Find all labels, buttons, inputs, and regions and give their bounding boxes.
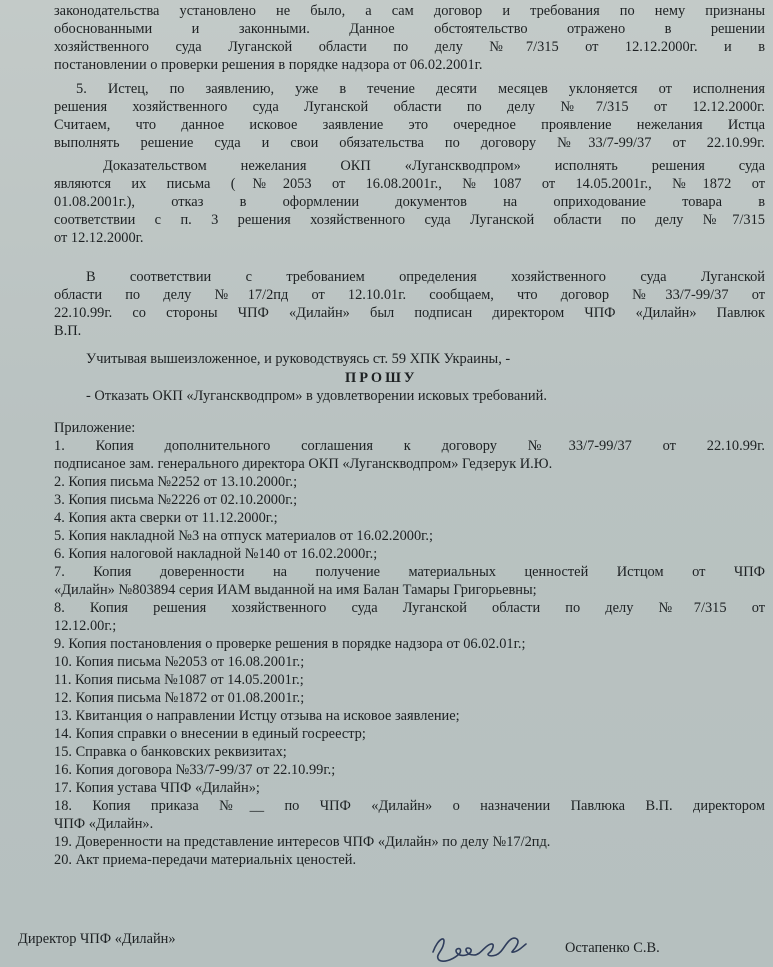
- text-line: от 12.12.2000г.: [54, 230, 144, 246]
- text-line: - Отказать ОКП «Луганскводпром» в удовлетворении исковых требований.: [86, 388, 547, 404]
- text-line: хозяйственного суда Луганской области по делу №7/315 от 12.12.2000г. и в: [54, 39, 765, 55]
- text-line: законодательства установлено не было, а сам договор и требования по нему признаны: [54, 3, 765, 19]
- list-item: 20. Акт приема-передачи материальніх ценостей.: [54, 852, 357, 868]
- list-item: 9. Копия постановления о проверке решения в порядке надзора от 06.02.01г.;: [54, 636, 526, 652]
- list-item: 12. Копия письма №1872 от 01.08.2001г.;: [54, 690, 305, 706]
- text-line: 5. Истец, по заявлению, уже в течение десяти месяцев уклоняется от исполнения: [76, 81, 765, 97]
- list-item: подписаное зам. генерального директора ОКП «Луганскводпром» Гедзерук И.Ю.: [54, 456, 553, 472]
- list-item: 6. Копия налоговой накладной №140 от 16.02.2000г.;: [54, 546, 378, 562]
- list-item: 2. Копия письма №2252 от 13.10.2000г.;: [54, 474, 298, 490]
- text-line: 22.10.99г. со стороны ЧПФ «Дилайн» был подписан директором ЧПФ «Дилайн» Павлюк: [54, 305, 765, 321]
- director-name: Остапенко С.В.: [565, 940, 660, 956]
- list-item: 4. Копия акта сверки от 11.12.2000г.;: [54, 510, 278, 526]
- attachments-heading: Приложение:: [54, 420, 136, 436]
- list-item: 3. Копия письма №2226 от 02.10.2000г.;: [54, 492, 298, 508]
- text-line: области по делу №17/2пд от 12.10.01г. сообщаем, что договор №33/7-99/37 от: [54, 287, 765, 303]
- list-item: ЧПФ «Дилайн».: [54, 816, 154, 832]
- text-line: обоснованными и законными. Данное обстоятельство отражено в решении: [54, 21, 765, 37]
- list-item: 8. Копия решения хозяйственного суда Луганской области по делу №7/315 от: [54, 600, 765, 616]
- list-item: 16. Копия договора №33/7-99/37 от 22.10.99г.;: [54, 762, 336, 778]
- list-item: 17. Копия устава ЧПФ «Дилайн»;: [54, 780, 260, 796]
- list-item: 7. Копия доверенности на получение материальных ценностей Истцом от ЧПФ: [54, 564, 765, 580]
- list-item: 1. Копия дополнительного соглашения к договору №33/7-99/37 от 22.10.99г.: [54, 438, 765, 454]
- text-line: Доказательством нежелания ОКП «Луганскводпром» исполнять решения суда: [103, 158, 765, 174]
- text-line: В соответствии с требованием определения хозяйственного суда Луганской: [86, 269, 765, 285]
- text-line: выполнять решение суда и свои обязательства по договору №33/7-99/37 от 22.10.99г.: [54, 135, 765, 151]
- text-line: решения хозяйственного суда Луганской области по делу №7/315 от 12.12.2000г.: [54, 99, 765, 115]
- list-item: 18. Копия приказа №__ по ЧПФ «Дилайн» о назначении Павлюка В.П. директором: [54, 798, 765, 814]
- list-item: 19. Доверенности на представление интересов ЧПФ «Дилайн» по делу №17/2пд.: [54, 834, 551, 850]
- text-line: Учитывая вышеизложенное, и руководствуясь ст. 59 ХПК Украины, -: [86, 351, 511, 367]
- list-item: 15. Справка о банковских реквизитах;: [54, 744, 287, 760]
- list-item: 14. Копия справки о внесении в единый госреестр;: [54, 726, 366, 742]
- text-line: В.П.: [54, 323, 82, 339]
- text-line: 01.08.2001г.), отказ в оформлении документов на оприходование товара в: [54, 194, 765, 210]
- list-item: 10. Копия письма №2053 от 16.08.2001г.;: [54, 654, 305, 670]
- list-item: 5. Копия накладной №3 на отпуск материалов от 16.02.2000г.;: [54, 528, 434, 544]
- request-title: ПРОШУ: [345, 370, 418, 386]
- text-line: постановлении о проверки решения в порядке надзора от 06.02.2001г.: [54, 57, 483, 73]
- text-line: Считаем, что данное исковое заявление это очередное проявление нежелания Истца: [54, 117, 765, 133]
- signature-icon: [425, 922, 545, 967]
- director-title: Директор ЧПФ «Дилайн»: [18, 931, 176, 947]
- list-item: 11. Копия письма №1087 от 14.05.2001г.;: [54, 672, 304, 688]
- list-item: 12.12.00г.;: [54, 618, 117, 634]
- list-item: «Дилайн» №803894 серия ИАМ выданной на имя Балан Тамары Григорьевны;: [54, 582, 537, 598]
- text-line: соответствии с п. 3 решения хозяйственного суда Луганской области по делу №7/315: [54, 212, 765, 228]
- list-item: 13. Квитанция о направлении Истцу отзыва на исковое заявление;: [54, 708, 460, 724]
- text-line: являются их письма (№2053 от 16.08.2001г., №1087 от 14.05.2001г., №1872 от: [54, 176, 765, 192]
